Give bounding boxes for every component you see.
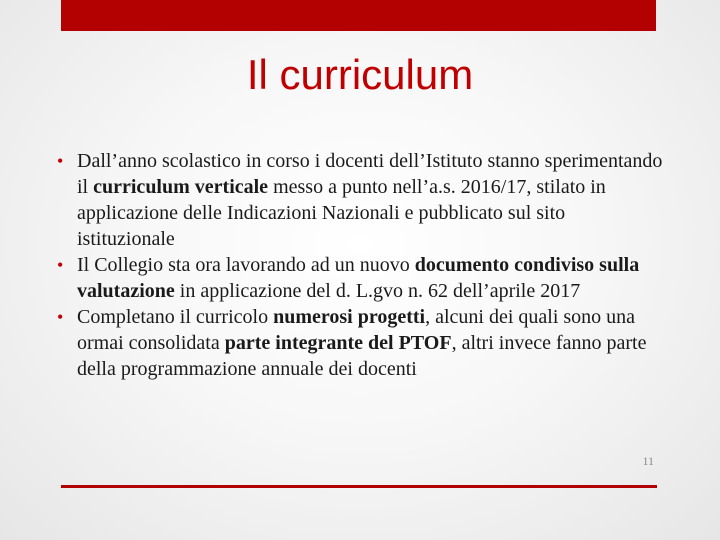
- bullet-dot-icon: •: [57, 151, 64, 171]
- bullet-dot-icon: •: [57, 255, 64, 275]
- bottom-accent-rule: [61, 485, 657, 488]
- bullet-item: [57, 304, 667, 382]
- bullet-text-part: , altri invece fanno parte della programmazione annuale dei docenti: [77, 332, 647, 380]
- bullet-dot-icon: •: [57, 307, 64, 327]
- bullet-item: [57, 252, 667, 304]
- bullet-text-part: , alcuni dei quali sono una ormai consolidata: [77, 306, 636, 354]
- bullet-text-bold: parte integrante del PTOF: [224, 332, 452, 354]
- bullet-text-bold: numerosi progetti: [273, 306, 426, 328]
- bullet-item: [57, 148, 667, 252]
- bullet-text-bold: documento condiviso sulla valutazione: [77, 254, 640, 302]
- bullet-text-bold: curriculum verticale: [93, 176, 269, 198]
- slide-title: Il curriculum: [246, 51, 474, 98]
- bullet-text-part: Il Collegio sta ora lavorando ad un nuovo: [77, 254, 415, 276]
- bullet-list: [57, 148, 667, 382]
- bullet-text-part: messo a punto nell’a.s. 2016/17, stilato in applicazione delle Indicazioni Nazionali e pubblicato sul sito istituzionale: [77, 176, 606, 250]
- top-accent-bar: [61, 0, 656, 31]
- bullet-text-part: Dall’anno scolastico in corso i docenti dell’Istituto stanno sperimentando il: [77, 150, 663, 198]
- bullet-text-part: Completano il curricolo: [77, 306, 274, 328]
- bullet-text-part: in applicazione del d. L.gvo n. 62 dell’aprile 2017: [174, 280, 581, 302]
- page-number: 11: [642, 454, 654, 468]
